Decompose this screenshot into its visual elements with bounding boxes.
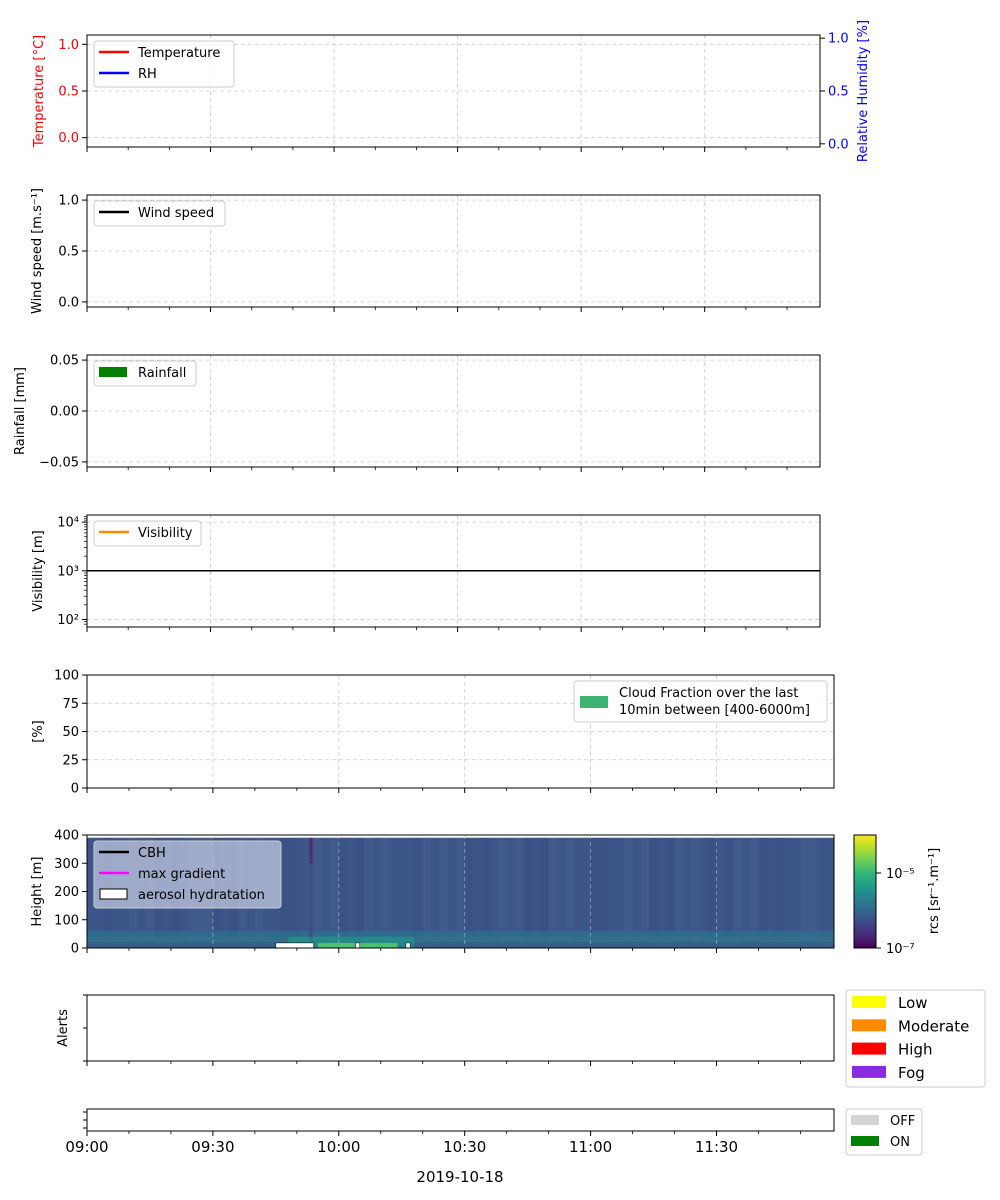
rcs-heatmap-column	[540, 838, 549, 940]
rcs-layer-band	[87, 942, 834, 948]
y-axis-label: Relative Humidity [%]	[856, 19, 871, 163]
y-tick-label: 10³	[57, 564, 79, 580]
rcs-heatmap-column	[288, 838, 297, 940]
y-tick-label: 10²	[57, 612, 79, 628]
rcs-heatmap-column	[481, 838, 490, 940]
rcs-heatmap-column	[599, 838, 608, 940]
rcs-heatmap-column	[616, 838, 625, 940]
rcs-heatmap-column	[523, 838, 532, 940]
rcs-heatmap-column	[448, 838, 457, 940]
rcs-heatmap-column	[826, 838, 835, 940]
legend-swatch-rainfall	[99, 367, 127, 377]
alerts-frame	[87, 995, 834, 1061]
rcs-heatmap-column	[398, 838, 407, 940]
rcs-heatmap-column	[507, 838, 516, 940]
rcs-heatmap-column	[758, 838, 767, 940]
y-tick-label: 200	[54, 885, 79, 900]
legend-swatch-on	[851, 1136, 879, 1146]
legend-swatch-high	[852, 1043, 886, 1055]
date-label: 2019-10-18	[416, 1168, 504, 1186]
rcs-heatmap-column	[716, 838, 725, 940]
legend-label: Rainfall	[138, 366, 187, 381]
y-tick-label: 0.0	[58, 131, 79, 147]
aerosol-hydratation-marker	[356, 943, 360, 948]
legend-swatch-fog	[852, 1066, 886, 1078]
y2-tick-label: 0.0	[828, 137, 849, 153]
y-axis-label: Rainfall [mm]	[13, 367, 28, 455]
y2-tick-label: 1.0	[828, 31, 849, 47]
aerosol-hydratation-marker	[406, 943, 410, 948]
rcs-heatmap-column	[725, 838, 734, 940]
rcs-heatmap-column	[297, 838, 306, 940]
legend-swatch-off	[851, 1115, 879, 1125]
rcs-heatmap-column	[465, 838, 474, 940]
y-tick-label: 400	[54, 828, 79, 844]
rcs-heatmap-column	[691, 838, 700, 940]
rcs-heatmap-column	[515, 838, 524, 940]
legend-swatch-aerosol-hydratation	[100, 889, 127, 899]
rcs-streak	[309, 863, 312, 948]
y-tick-label: 0.5	[58, 84, 79, 100]
legend-label: Fog	[898, 1063, 925, 1082]
rcs-heatmap-column	[633, 838, 642, 940]
rcs-heatmap-column	[767, 838, 776, 940]
visibility-axes	[31, 515, 820, 632]
rcs-heatmap-column	[775, 838, 784, 940]
colorbar-label: rcs [sr⁻¹.m⁻¹]	[927, 847, 942, 935]
rcs-heatmap-column	[565, 838, 574, 940]
colorbar-tick-label: 10⁻⁷	[886, 942, 915, 957]
rcs-heatmap-column	[406, 838, 415, 940]
rcs-heatmap-column	[683, 838, 692, 940]
rcs-heatmap-column	[817, 838, 826, 940]
rcs-heatmap-column	[591, 838, 600, 940]
rcs-streak	[309, 838, 312, 863]
rcs-heatmap-column	[649, 838, 658, 940]
rcs-heatmap-column	[574, 838, 583, 940]
y2-tick-label: 0.5	[828, 84, 849, 100]
rcs-axes	[30, 829, 942, 958]
y-tick-label: 0	[70, 781, 79, 797]
legend-label: Low	[898, 994, 928, 1012]
legend-label: RH	[138, 67, 157, 82]
y-axis-label: Visibility [m]	[31, 530, 46, 612]
legend-label: aerosol hydratation	[138, 888, 265, 903]
colorbar	[854, 835, 876, 948]
legend-label: Moderate	[898, 1017, 970, 1036]
rain-axes	[13, 354, 820, 472]
legend-label: max gradient	[138, 867, 226, 882]
rcs-heatmap-column	[356, 838, 365, 940]
y-tick-label: 1.0	[58, 37, 79, 53]
rcs-heatmap-column	[389, 838, 398, 940]
rcs-heatmap-column	[742, 838, 751, 940]
x-tick-label: 10:30	[443, 1138, 487, 1156]
rcs-heatmap-column	[339, 838, 348, 940]
rcs-heatmap-column	[330, 838, 339, 940]
rcs-heatmap-column	[381, 838, 390, 940]
rcs-heatmap-column	[784, 838, 793, 940]
wind-axes	[30, 188, 820, 314]
y-tick-label: −0.05	[39, 455, 79, 471]
y-tick-label: 1.0	[58, 193, 79, 209]
rcs-heatmap-column	[532, 838, 541, 940]
rcs-heatmap-column	[641, 838, 650, 940]
y-tick-label: 100	[54, 913, 79, 929]
y-tick-label: 75	[62, 696, 79, 712]
cloud_fraction-axes	[31, 669, 834, 797]
rcs-heatmap-column	[364, 838, 373, 940]
rcs-heatmap-column	[473, 838, 482, 940]
legend-label: CBH	[138, 846, 166, 861]
legend-label: Cloud Fraction over the last	[619, 686, 799, 701]
aerosol-hydratation-marker	[276, 943, 314, 948]
y-tick-label: 0	[70, 941, 79, 957]
legend-swatch-moderate	[852, 1019, 886, 1031]
rcs-heatmap-column	[582, 838, 591, 940]
rcs-heatmap-column	[607, 838, 616, 940]
rcs-heatmap-column	[322, 838, 331, 940]
legend-label: High	[898, 1040, 933, 1059]
y-tick-label: 0.00	[50, 404, 79, 420]
rcs-heatmap-column	[800, 838, 809, 940]
y-axis-label: Height [m]	[30, 856, 45, 927]
rcs-heatmap-column	[624, 838, 633, 940]
y-tick-label: 25	[62, 753, 79, 769]
y-axis-label: Wind speed [m.s⁻¹]	[30, 188, 45, 314]
legend-label: Wind speed	[138, 206, 215, 221]
rcs-heatmap-column	[658, 838, 667, 940]
rcs-layer-band	[87, 931, 834, 937]
rcs-heatmap-column	[498, 838, 507, 940]
rcs-heatmap-column	[733, 838, 742, 940]
y-tick-label: 300	[54, 856, 79, 872]
rcs-heatmap-column	[440, 838, 449, 940]
rcs-heatmap-column	[347, 838, 356, 940]
rcs-heatmap-column	[708, 838, 717, 940]
legend-label: ON	[890, 1135, 910, 1150]
y-tick-label: 100	[54, 668, 79, 684]
rcs-heatmap-column	[666, 838, 675, 940]
x-tick-label: 09:00	[65, 1138, 109, 1156]
x-tick-label: 11:00	[568, 1138, 613, 1156]
rcs-heatmap-column	[431, 838, 440, 940]
y-axis-label: Alerts	[56, 1009, 71, 1047]
rcs-heatmap-column	[423, 838, 432, 940]
y-tick-label: 0.0	[58, 295, 79, 311]
legend-label: 10min between [400-6000m]	[619, 703, 810, 718]
rcs-heatmap-column	[700, 838, 709, 940]
y-tick-label: 10⁴	[57, 515, 79, 531]
legend-label: Visibility	[138, 526, 193, 541]
legend-swatch-cloud-fraction	[580, 696, 608, 708]
rcs-heatmap-column	[372, 838, 381, 940]
x-tick-label: 09:30	[191, 1138, 235, 1156]
y-axis-label: Temperature [°C]	[32, 34, 47, 148]
rcs-heatmap-column	[675, 838, 684, 940]
x-tick-label: 10:00	[317, 1138, 361, 1156]
rcs-heatmap-column	[792, 838, 801, 940]
y-tick-label: 0.05	[50, 353, 79, 369]
rcs-layer-band	[87, 937, 834, 943]
rcs-heatmap-column	[557, 838, 566, 940]
rcs-heatmap-column	[809, 838, 818, 940]
rcs-heatmap-column	[549, 838, 558, 940]
alerts-axes	[56, 990, 985, 1087]
legend-label: Temperature	[138, 46, 221, 61]
legend-swatch-low	[852, 996, 886, 1008]
x-tick-label: 11:30	[694, 1138, 739, 1156]
rcs-heatmap-column	[750, 838, 759, 940]
y-axis-label: [%]	[31, 720, 46, 743]
status-frame	[87, 1109, 834, 1131]
rcs-heatmap-column	[414, 838, 423, 940]
y-tick-label: 50	[62, 725, 79, 740]
temp_rh-axes	[32, 20, 871, 162]
y-tick-label: 0.5	[58, 244, 79, 260]
legend-label: OFF	[890, 1114, 916, 1129]
status-axes	[65, 1109, 922, 1156]
colorbar-tick-label: 10⁻⁵	[886, 867, 915, 882]
rcs-heatmap-column	[314, 838, 323, 940]
rcs-heatmap-column	[456, 838, 465, 940]
rcs-heatmap-column	[490, 838, 499, 940]
